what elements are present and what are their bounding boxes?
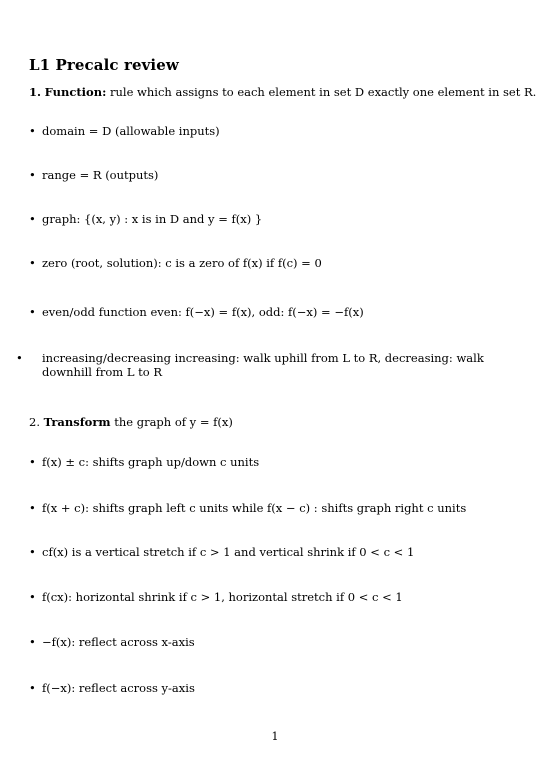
list-item: • f(−x): reflect across y-axis [29, 681, 195, 695]
section2-text: the graph of y = f(x) [114, 415, 233, 429]
page-number: 1 [271, 730, 279, 743]
section2-heading: Transform [43, 415, 111, 429]
list-item: • f(x + c): shifts graph left c units while f(x − c) : shifts graph right c units [29, 501, 467, 515]
list-item: • zero (root, solution): c is a zero of f(x) if f(c) = 0 [29, 256, 322, 270]
section2-line [29, 415, 233, 429]
section1-text: rule which assigns to each element in set D exactly one element in set R. [109, 85, 537, 99]
list-item: • even/odd function even: f(−x) = f(x), odd: f(−x) = −f(x) [29, 305, 364, 319]
list-item: • −f(x): reflect across x-axis [29, 635, 195, 649]
section1-line [29, 85, 536, 99]
list-item: • f(cx): horizontal shrink if c > 1, horizontal stretch if 0 < c < 1 [29, 590, 403, 604]
section2-number: 2. [29, 415, 40, 429]
list-item: • graph: {(x, y) : x is in D and y = f(x) } [29, 212, 263, 226]
section1-heading: Function: [44, 85, 107, 99]
list-item: • range = R (outputs) [29, 168, 159, 182]
list-item: • cf(x) is a vertical stretch if c > 1 and vertical shrink if 0 < c < 1 [29, 545, 415, 559]
list-item: • domain = D (allowable inputs) [29, 124, 220, 138]
page-title: L1 Precalc review [29, 56, 179, 74]
section1-number: 1. [29, 85, 42, 99]
list-item: • f(x) ± c: shifts graph up/down c units [29, 455, 260, 469]
list-item: • increasing/decreasing increasing: walk uphill from L to R, decreasing: walk downhill from L to R [16, 351, 484, 379]
